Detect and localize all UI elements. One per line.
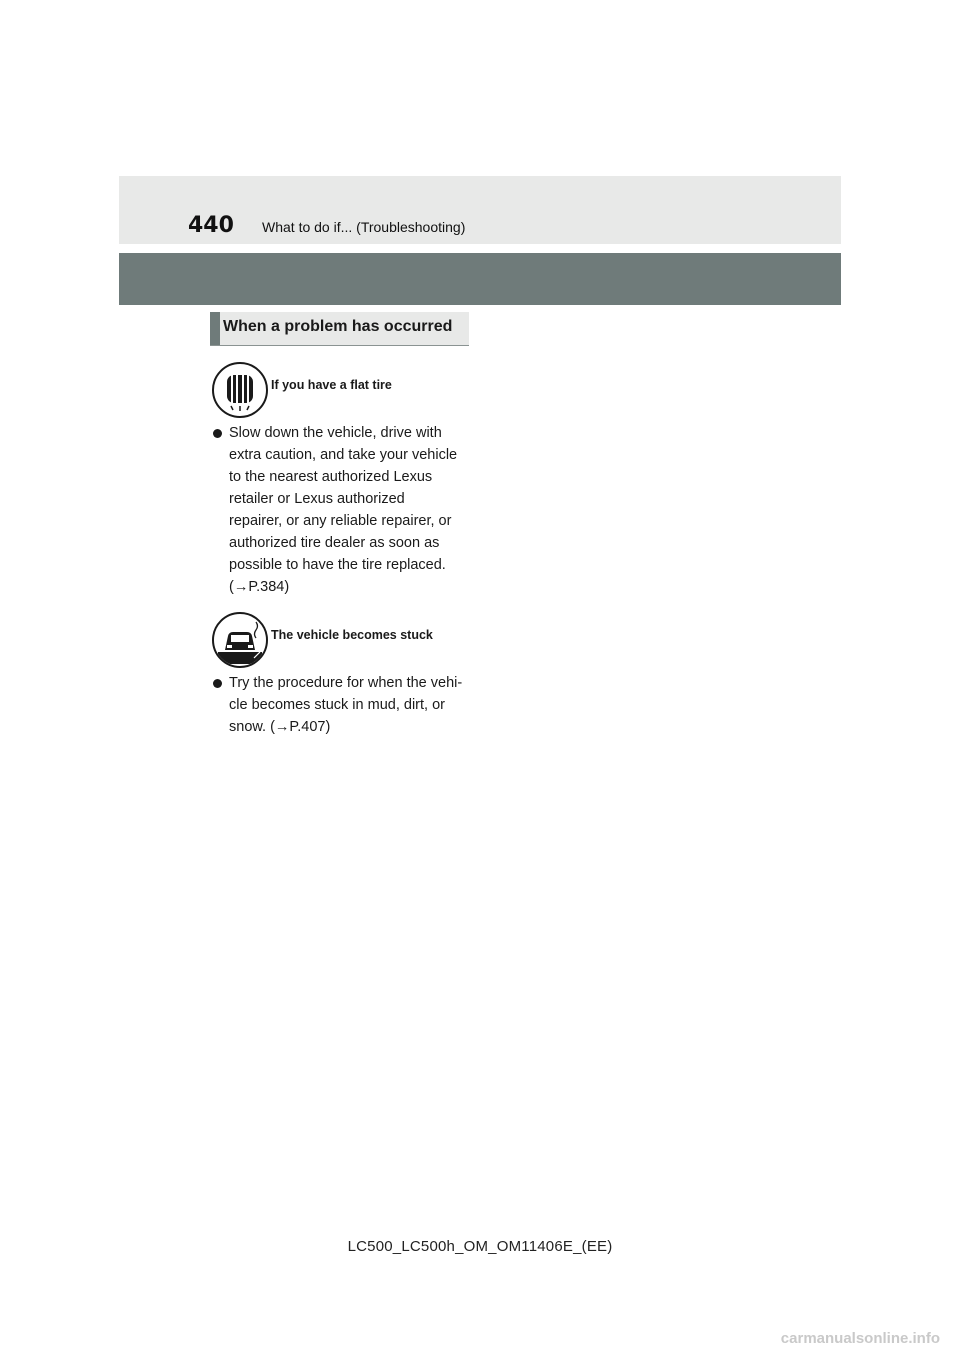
bullet-line: possible to have the tire replaced. [229,557,446,573]
vehicle-stuck-icon [212,612,268,668]
bullet-line: cle becomes stuck in mud, dirt, or [229,697,445,713]
chapter-title: What to do if... (Troubleshooting) [262,219,466,235]
bullet-line: retailer or Lexus authorized [229,491,405,507]
bullet-icon [213,679,222,688]
bullet-line: Slow down the vehicle, drive with [229,425,442,441]
watermark: carmanualsonline.info [780,1330,940,1347]
topic-label-flat-tire: If you have a flat tire [271,378,392,392]
bullet-line: extra caution, and take your vehicle [229,447,458,463]
flat-tire-icon [212,362,268,418]
bullet-icon [213,429,222,438]
section-band [119,253,841,305]
bullet-line: Try the procedure for when the vehi- [229,675,463,691]
document-code: LC500_LC500h_OM_OM11406E_(EE) [347,1238,613,1255]
section-title: When a problem has occurred [223,318,453,335]
page-reference-link[interactable]: (→P.384) [229,579,290,595]
bullet-line: to the nearest authorized Lexus [229,469,433,485]
list-item [213,672,473,742]
list-item [213,422,473,602]
topic-label-vehicle-stuck: The vehicle becomes stuck [271,628,433,642]
page-reference-link[interactable]: snow. (→P.407) [229,719,331,735]
page-number: 440 [188,213,234,238]
bullet-line: repairer, or any reliable repairer, or [229,513,452,529]
section-heading [210,312,469,346]
bullet-line: authorized tire dealer as soon as [229,535,440,551]
section-heading-accent [210,312,220,345]
